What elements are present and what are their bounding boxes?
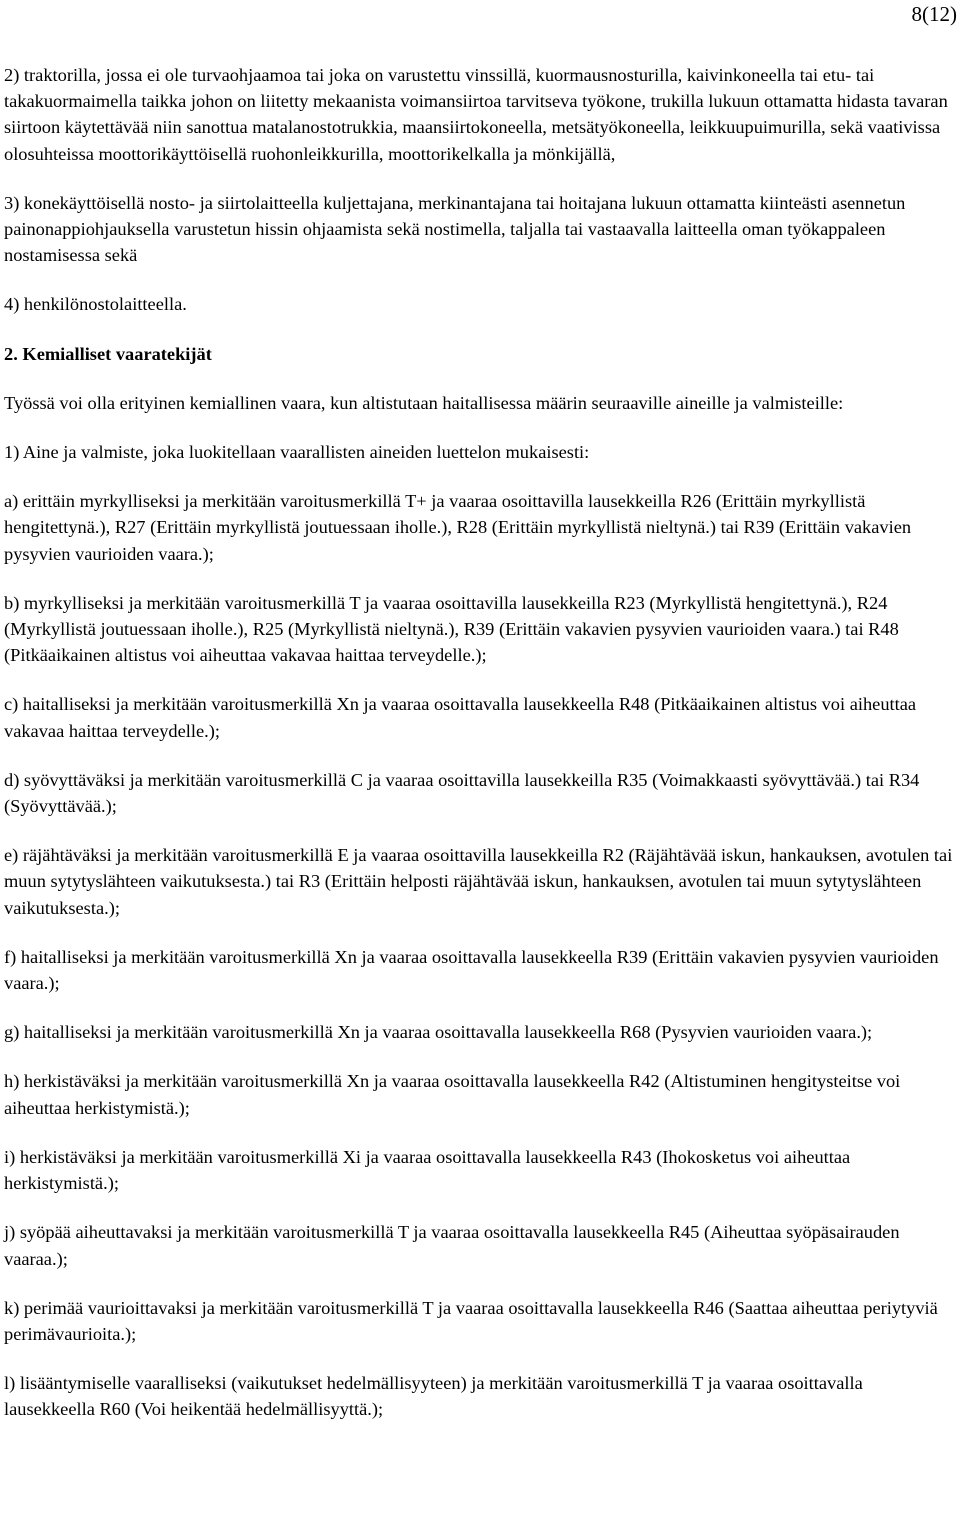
- list-item-i: i) herkistäväksi ja merkitään varoitusmerkillä Xi ja vaaraa osoittavalla lausekkeella R43 (Ihokosketus voi aiheuttaa herkistymistä.);: [4, 1146, 851, 1194]
- list-item-1: 1) Aine ja valmiste, joka luokitellaan vaarallisten aineiden luettelon mukaisesti:: [4, 442, 590, 463]
- list-item-4: 4) henkilönostolaitteella.: [4, 294, 187, 315]
- list-item-h: h) herkistäväksi ja merkitään varoitusmerkillä Xn ja vaaraa osoittavalla lausekkeella R42 (Altistuminen hengitysteitse voi aiheuttaa herkistymistä.);: [4, 1071, 901, 1118]
- list-item-b: b) myrkylliseksi ja merkitään varoitusmerkillä T ja vaaraa osoittavilla lausekkeilla R23 (Myrkyllistä hengitettynä.), R24 (Myrkyllistä joutuessaan iholle.), R25 (Myrkyllistä nieltynä.), R39 (Erittäin vakavien pysyvien vaurioiden vaara.) tai R48 (Pitkäaikainen altistus voi aiheuttaa vakavaa haittaa terveydelle.);: [4, 592, 899, 666]
- list-item-a: a) erittäin myrkylliseksi ja merkitään varoitusmerkillä T+ ja vaaraa osoittavilla lausekkeilla R26 (Erittäin myrkyllistä hengitettynä.), R27 (Erittäin myrkyllistä joutuessaan iholle.), R28 (Erittäin myrkyllistä nieltynä.) tai R39 (Erittäin vakavien pysyvien vaurioiden vaara.);: [4, 491, 912, 564]
- section-heading: 2. Kemialliset vaaratekijät: [4, 343, 212, 364]
- list-item-2: 2) traktorilla, jossa ei ole turvaohjaamoa tai joka on varustettu vinssillä, kuormausnosturilla, kaivinkoneella tai etu- tai takakuormaimella taikka johon on liitetty mekaanista voimansiirtoa tarvitseva työkone, trukilla lukuun ottamatta hidasta tavaran siirtoon käytettävää niin sanottua matalanostotrukkia, maansiirtokoneella, metsätyökoneella, leikkuupuimurilla, sekä vaativissa olosuhteissa moottorikäyttöisellä ruohonleikkurilla, moottorikelkalla ja mönkijällä,: [4, 65, 948, 164]
- list-item-l: l) lisääntymiselle vaaralliseksi (vaikutukset hedelmällisyyteen) ja merkitään varoitusmerkillä T ja vaaraa osoittavalla lausekkeella R60 (Voi heikentää hedelmällisyyttä.);: [4, 1373, 863, 1420]
- intro-paragraph: Työssä voi olla erityinen kemiallinen vaara, kun altistutaan haitallisessa määrin seuraaville aineille ja valmisteille:: [4, 392, 844, 413]
- list-item-k: k) perimää vaurioittavaksi ja merkitään varoitusmerkillä T ja vaaraa osoittavalla lausekkeella R46 (Saattaa aiheuttaa periytyviä perimävaurioita.);: [4, 1297, 938, 1344]
- list-item-d: d) syövyttäväksi ja merkitään varoitusmerkillä C ja vaaraa osoittavilla lausekkeilla R35 (Voimakkaasti syövyttävää.) tai R34 (Syövyttävää.);: [4, 769, 920, 817]
- list-item-e: e) räjähtäväksi ja merkitään varoitusmerkillä E ja vaaraa osoittavilla lausekkeilla R2 (Räjähtävää iskun, hankauksen, avotulen tai muun sytytyslähteen vaikutuksesta.) tai R3 (Erittäin helposti räjähtävää iskun, hankauksen, avotulen tai muun sytytyslähteen vaikutuksesta.);: [4, 845, 953, 918]
- list-item-j: j) syöpää aiheuttavaksi ja merkitään varoitusmerkillä T ja vaaraa osoittavalla lausekkeella R45 (Aiheuttaa syöpäsairauden vaaraa.);: [4, 1222, 900, 1269]
- list-item-g: g) haitalliseksi ja merkitään varoitusmerkillä Xn ja vaaraa osoittavalla lausekkeella R68 (Pysyvien vaurioiden vaara.);: [4, 1022, 873, 1043]
- list-item-3: 3) konekäyttöisellä nosto- ja siirtolaitteella kuljettajana, merkinantajana tai hoitajana lukuun ottamatta kiinteästi asennetun painonappiohjauksella varustetun hissin ohjaamista sekä nostimella, taljalla tai vastaavalla laitteella oman työkappaleen nostamisessa sekä: [4, 192, 906, 266]
- document-body: [4, 62, 954, 1446]
- list-item-c: c) haitalliseksi ja merkitään varoitusmerkillä Xn ja vaaraa osoittavalla lausekkeella R48 (Pitkäaikainen altistus voi aiheuttaa vakavaa haittaa terveydelle.);: [4, 694, 917, 741]
- list-item-f: f) haitalliseksi ja merkitään varoitusmerkillä Xn ja vaaraa osoittavalla lausekkeella R39 (Erittäin vakavien pysyvien vaurioiden vaara.);: [4, 946, 939, 994]
- page-number: 8(12): [911, 2, 957, 26]
